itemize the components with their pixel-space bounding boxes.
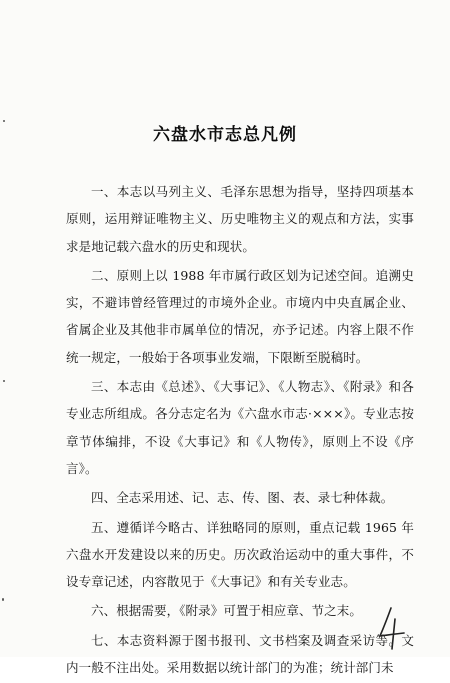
document-body: [66, 178, 414, 683]
paragraph-2: 二、原则上以 1988 年市属行政区划为记述空间。追溯史实，不避讳曾经管理过的市境外企业。市境内中央直属企业、省属企业及其他非市属单位的情况，亦予记述。内容上限不作统一规定，一般始于各项事业发端，下限断至脱稿时。: [66, 267, 414, 365]
handwritten-page-number: [377, 605, 407, 651]
page-title: 六盘水市志总凡例: [153, 125, 297, 145]
paragraph-6: 六、根据需要，《附录》可置于相应章、节之末。: [91, 603, 362, 619]
paragraph-4: 四、全志采用述、记、志、传、图、表、录七种体裁。: [91, 490, 394, 506]
scan-speck: [2, 598, 4, 601]
scan-speck: [3, 120, 5, 122]
paragraph-1: 一、本志以马列主义、毛泽东思想为指导，坚持四项基本原则，运用辩证唯物主义、历史唯物主义的观点和方法，实事求是地记载六盘水的历史和现状。: [66, 184, 414, 254]
paragraph-5: 五、遵循详今略古、详独略同的原则，重点记载 1965 年六盘水开发建设以来的历史。历次政治运动中的重大事件，不设专章记述，内容散见于《大事记》和有关专业志。: [66, 519, 414, 590]
paragraph-3: 三、本志由《总述》、《大事记》、《人物志》、《附录》和各专业志所组成。各分志定名为《六盘水市志·×××》。专业志按章节体编排，不设《大事记》和《人物传》，原则上不设《序言》。: [66, 379, 414, 476]
paragraph-7: 七、本志资料源于图书报刊、文书档案及调查采访等。文内一般不注出处。采用数据以统计部门的为准；统计部门未: [66, 632, 414, 676]
scan-speck: [3, 380, 5, 382]
